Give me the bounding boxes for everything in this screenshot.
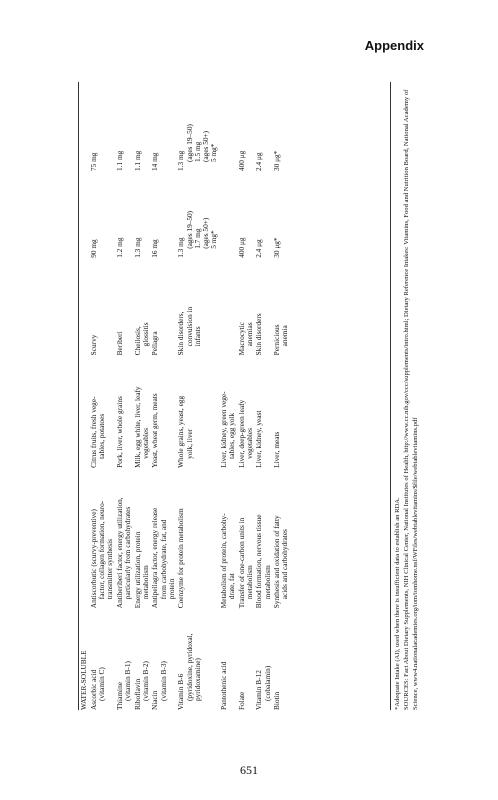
function-line: from carbohydrate, fat, and — [158, 519, 168, 600]
table-row — [220, 82, 238, 710]
name-line: Biotin — [272, 691, 282, 710]
sources-line: vegetables — [140, 428, 150, 459]
cell-function — [90, 468, 116, 608]
page-number: 651 — [240, 763, 258, 777]
cell-name — [177, 608, 219, 710]
footnote-ai: *Adequate Intake (AI), used when there is insufficient data to establish an RDA. — [394, 497, 401, 710]
cell-rda2 — [90, 82, 116, 171]
name-line: Pantothenic acid — [218, 661, 228, 710]
deficiency-line: anemias — [244, 322, 254, 347]
cell-deficiency — [134, 258, 152, 356]
cell-rda2 — [151, 82, 177, 171]
section-heading: WATER-SOLUBLE — [79, 650, 88, 710]
cell-deficiency — [90, 258, 116, 356]
rda1-line: 16 mg — [150, 239, 160, 258]
function-line: Synthesis and oxidation of fatty — [272, 515, 282, 609]
function-line: factor, collagen formation, neuro- — [96, 500, 106, 600]
deficiency-line: infants — [192, 326, 202, 347]
function-line: metabolism — [140, 565, 150, 600]
rda2-line: 1.1 mg — [114, 150, 124, 171]
rda1-line: 1.2 mg — [114, 237, 124, 258]
function-line: Metabolism of protein, carbohy- — [218, 513, 228, 609]
function-line: Antiscorbutic (scurvy-preventive) — [88, 509, 98, 609]
cell-deficiency — [220, 258, 238, 356]
cell-sources — [90, 355, 116, 468]
cell-function — [220, 468, 238, 608]
cell-function — [151, 468, 177, 608]
cell-deficiency — [273, 258, 291, 356]
cell-rda2 — [116, 82, 134, 171]
name-line: Riboflavin — [132, 678, 142, 710]
sources-line: Liver, kidney, green vege- — [218, 391, 228, 468]
function-line: metabolism — [262, 565, 272, 600]
footnotes — [394, 82, 421, 710]
deficiency-line: Beriberi — [114, 331, 124, 356]
name-line: Vitamin B-6 — [176, 673, 186, 710]
sources-line: vegetables — [244, 428, 254, 459]
rda2-line: (ages 19–50) — [184, 124, 194, 162]
cell-name — [255, 608, 273, 710]
cell-rda1 — [177, 171, 219, 258]
table-row — [116, 82, 134, 710]
function-line: Coenzyme for protein metabolism — [176, 508, 186, 609]
rda1-line: (ages 50+) — [200, 217, 210, 249]
cell-sources — [220, 355, 238, 468]
name-line: pyridoxamine) — [192, 658, 202, 701]
cell-sources — [116, 355, 134, 468]
cell-function — [134, 468, 152, 608]
name-line: (vitamin B-2) — [140, 661, 150, 701]
table-bottom-rule — [390, 82, 391, 710]
cell-rda1 — [134, 171, 152, 258]
name-line: (pyridoxine, pyridoxal, — [184, 633, 194, 701]
table-row — [177, 82, 219, 710]
cell-rda2 — [220, 82, 238, 171]
deficiency-line: Skin disorders — [254, 313, 264, 356]
cell-function — [238, 468, 256, 608]
cell-sources — [134, 355, 152, 468]
cell-rda1 — [255, 171, 273, 258]
rda1-line: 1.3 mg — [132, 237, 142, 258]
sources-line: Liver, deep-green leafy — [236, 399, 246, 468]
table-row — [238, 82, 256, 710]
function-line: protein — [166, 578, 176, 600]
cell-sources — [238, 355, 256, 468]
deficiency-line: Pellagra — [150, 331, 160, 356]
rda2-line: 5 mg* — [209, 143, 219, 162]
name-line: Vitamin B-12 — [254, 670, 264, 710]
cell-name — [220, 608, 238, 710]
rda1-line: 5 mg* — [209, 230, 219, 249]
cell-rda1 — [273, 171, 291, 258]
cell-rda2 — [255, 82, 273, 171]
rotated-table-region — [78, 82, 440, 710]
function-line: Energy utilization, protein — [132, 531, 142, 609]
rda1-line: 1.7 mg — [192, 228, 202, 249]
rda2-line: 1.1 mg — [132, 150, 142, 171]
deficiency-line: Scurvy — [88, 334, 98, 356]
cell-sources — [273, 355, 291, 468]
rda1-line: (ages 19–50) — [184, 210, 194, 249]
rda1-line: 2.4 μg — [254, 239, 264, 258]
sources-line: Yeast, wheat germ, meats — [150, 393, 160, 468]
cell-rda2 — [273, 82, 291, 171]
function-line: particularly from carbohydrates — [122, 506, 132, 600]
function-line: Blood formation, nervous tissue — [254, 514, 264, 609]
cell-rda2 — [238, 82, 256, 171]
rda2-line: 1.3 mg — [176, 150, 186, 171]
cell-rda2 — [134, 82, 152, 171]
sources-line: Liver, meats — [272, 431, 282, 468]
cell-deficiency — [238, 258, 256, 356]
table-row — [90, 82, 116, 710]
cell-name — [116, 608, 134, 710]
table-row — [151, 82, 177, 710]
table-row — [134, 82, 152, 710]
sources-line: Citrus fruits, fresh vege- — [88, 396, 98, 468]
name-line: (vitamin B-3) — [158, 661, 168, 701]
table-row — [255, 82, 273, 710]
name-line: Niacin — [150, 690, 160, 710]
cell-function — [177, 468, 219, 608]
cell-rda1 — [220, 171, 238, 258]
cell-name — [134, 608, 152, 710]
rda2-line: 2.4 μg — [254, 152, 264, 171]
cell-function — [273, 468, 291, 608]
deficiency-line: Macrocytic — [236, 322, 246, 356]
function-line: Antipellagra factor, energy release — [150, 507, 160, 609]
cell-deficiency — [116, 258, 134, 356]
cell-deficiency — [255, 258, 273, 356]
function-line: acids and carbohydrates — [280, 529, 290, 600]
footnote-sources: SOURCES: Fact About Dietary Supplements, NIH Clinical Center, National Institutes of Health, http://www.cc.nih.gov/ccc/supplements/intro.html; Dietary Reference Intakes: Vitamins, Food and Nutrition Board, National Academy of Science, www4.nationalacademies.org/iom/iomhome.nsf/WFiles/webtablevitamins/$file/webtablevitamins.pdf — [402, 89, 419, 710]
table-top-rule — [78, 82, 79, 710]
rda1-line: 1.3 mg — [176, 237, 186, 258]
name-line: (vitamin B-1) — [122, 661, 132, 701]
cell-sources — [177, 355, 219, 468]
sources-line: Whole grains, yeast, egg — [176, 395, 186, 468]
deficiency-line: Skin disorders, — [176, 311, 186, 356]
rda2-line: 400 μg — [236, 150, 246, 171]
cell-name — [90, 608, 116, 710]
name-line: Ascorbic acid — [88, 669, 98, 710]
deficiency-line: convulsion in — [184, 306, 194, 347]
deficiency-line: Pernicious — [272, 324, 282, 356]
rda2-line: (ages 50+) — [200, 130, 210, 162]
cell-rda1 — [151, 171, 177, 258]
cell-rda2 — [177, 82, 219, 171]
rda2-line: 30 μg* — [272, 150, 282, 171]
table-row — [273, 82, 291, 710]
cell-deficiency — [151, 258, 177, 356]
cell-rda1 — [90, 171, 116, 258]
name-line: Folate — [236, 691, 246, 710]
deficiency-line: Cheilosis, — [132, 326, 142, 356]
function-line: Transfer of one-carbon units in — [236, 517, 246, 609]
name-line: (vitamin C) — [96, 667, 106, 701]
cell-function — [116, 468, 134, 608]
function-line: transmitter synthesis — [105, 539, 115, 600]
sources-line: tables, egg yolk — [226, 412, 236, 459]
name-line: Thiamine — [114, 682, 124, 710]
rda1-line: 400 μg — [236, 237, 246, 258]
rda1-line: 30 μg* — [272, 237, 282, 258]
cell-name — [151, 608, 177, 710]
sources-line: Pork, liver, whole grains — [114, 396, 124, 468]
cell-sources — [255, 355, 273, 468]
cell-function — [255, 468, 273, 608]
rda1-line: 90 mg — [88, 239, 98, 258]
rda2-line: 14 mg — [150, 152, 160, 171]
function-line: Antiberiberi factor, energy utilization, — [114, 497, 124, 609]
cell-rda1 — [116, 171, 134, 258]
rda2-line: 75 mg — [88, 152, 98, 171]
sources-line: tables, potatoes — [96, 413, 106, 459]
running-header: Appendix — [364, 38, 424, 53]
sources-line: Milk, egg white, liver, leafy — [132, 386, 142, 468]
function-line: metabolism — [244, 565, 254, 600]
deficiency-line: glossitis — [140, 322, 150, 347]
name-line: (cobalamin) — [262, 665, 272, 701]
vitamin-table — [80, 82, 291, 710]
deficiency-line: anemia — [280, 325, 290, 347]
function-line: drate, fat — [226, 573, 236, 600]
rda2-line: 1.5 mg — [192, 141, 202, 162]
cell-deficiency — [177, 258, 219, 356]
cell-name — [238, 608, 256, 710]
sources-line: yolk, liver — [184, 428, 194, 459]
sources-line: Liver, kidney, yeast — [254, 410, 264, 468]
cell-name — [273, 608, 291, 710]
cell-sources — [151, 355, 177, 468]
cell-rda1 — [238, 171, 256, 258]
